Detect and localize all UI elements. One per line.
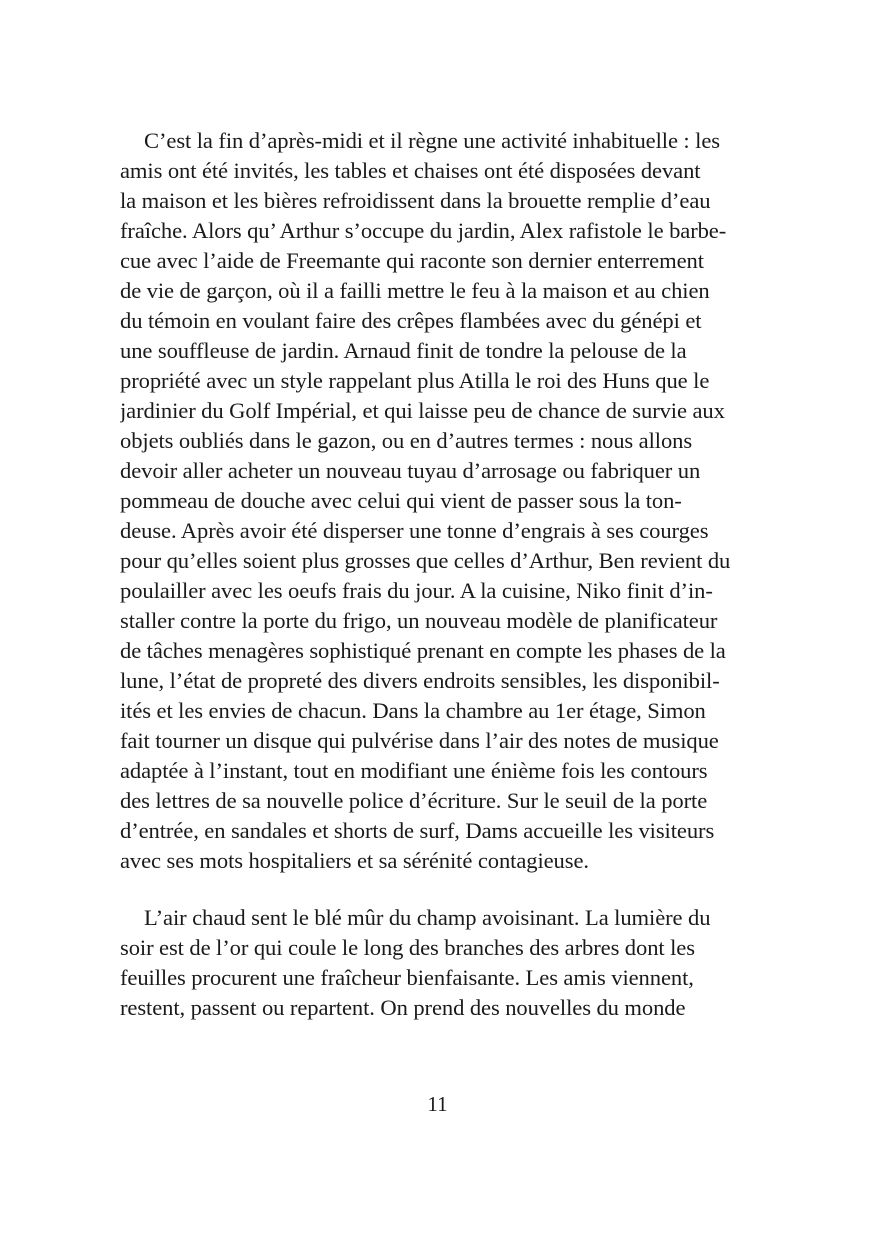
text-line: soir est de l’or qui coule le long des branches des arbres dont les bbox=[120, 935, 695, 960]
text-line: fraîche. Alors qu’ Arthur s’occupe du jardin, Alex rafistole le barbe- bbox=[120, 218, 727, 243]
text-line: la maison et les bières refroidissent dans la brouette remplie d’eau bbox=[120, 188, 711, 213]
text-line: du témoin en voulant faire des crêpes flambées avec du génépi et bbox=[120, 308, 702, 333]
text-line: devoir aller acheter un nouveau tuyau d’arrosage ou fabriquer un bbox=[120, 458, 701, 483]
page-number: 11 bbox=[427, 1092, 448, 1116]
text-line: C’est la fin d’après-midi et il règne une activité inhabituelle : les bbox=[144, 128, 720, 153]
text-line: cue avec l’aide de Freemante qui raconte son dernier enterrement bbox=[120, 248, 704, 273]
text-line: adaptée à l’instant, tout en modifiant une énième fois les contours bbox=[120, 758, 708, 783]
text-line: avec ses mots hospitaliers et sa sérénité contagieuse. bbox=[120, 848, 589, 873]
text-line: une souffleuse de jardin. Arnaud finit de tondre la pelouse de la bbox=[120, 338, 687, 363]
text-line: feuilles procurent une fraîcheur bienfaisante. Les amis viennent, bbox=[120, 965, 694, 990]
paragraph-1 bbox=[120, 126, 756, 876]
text-line: de tâches menagères sophistiqué prenant en compte les phases de la bbox=[120, 638, 726, 663]
text-line: staller contre la porte du frigo, un nouveau modèle de planificateur bbox=[120, 608, 718, 633]
text-line: fait tourner un disque qui pulvérise dans l’air des notes de musique bbox=[120, 728, 719, 753]
text-line: pommeau de douche avec celui qui vient de passer sous la ton- bbox=[120, 488, 682, 513]
text-line: poulailler avec les oeufs frais du jour. A la cuisine, Niko finit d’in- bbox=[120, 578, 713, 603]
text-line: de vie de garçon, où il a failli mettre le feu à la maison et au chien bbox=[120, 278, 710, 303]
text-line: ités et les envies de chacun. Dans la chambre au 1er étage, Simon bbox=[120, 698, 706, 723]
text-line: propriété avec un style rappelant plus Atilla le roi des Huns que le bbox=[120, 368, 710, 393]
paragraph-2 bbox=[120, 903, 756, 1023]
text-line: pour qu’elles soient plus grosses que celles d’Arthur, Ben revient du bbox=[120, 548, 731, 573]
text-line: objets oubliés dans le gazon, ou en d’autres termes : nous allons bbox=[120, 428, 693, 453]
text-line: L’air chaud sent le blé mûr du champ avoisinant. La lumière du bbox=[144, 905, 711, 930]
text-line: amis ont été invités, les tables et chaises ont été disposées devant bbox=[120, 158, 701, 183]
text-line: lune, l’état de propreté des divers endroits sensibles, les disponibil- bbox=[120, 668, 720, 693]
text-line: jardinier du Golf Impérial, et qui laisse peu de chance de survie aux bbox=[120, 398, 725, 423]
text-line: restent, passent ou repartent. On prend des nouvelles du monde bbox=[120, 995, 686, 1020]
text-line: d’entrée, en sandales et shorts de surf, Dams accueille les visiteurs bbox=[120, 818, 715, 843]
text-line: deuse. Après avoir été disperser une tonne d’engrais à ses courges bbox=[120, 518, 709, 543]
text-line: des lettres de sa nouvelle police d’écriture. Sur le seuil de la porte bbox=[120, 788, 708, 813]
